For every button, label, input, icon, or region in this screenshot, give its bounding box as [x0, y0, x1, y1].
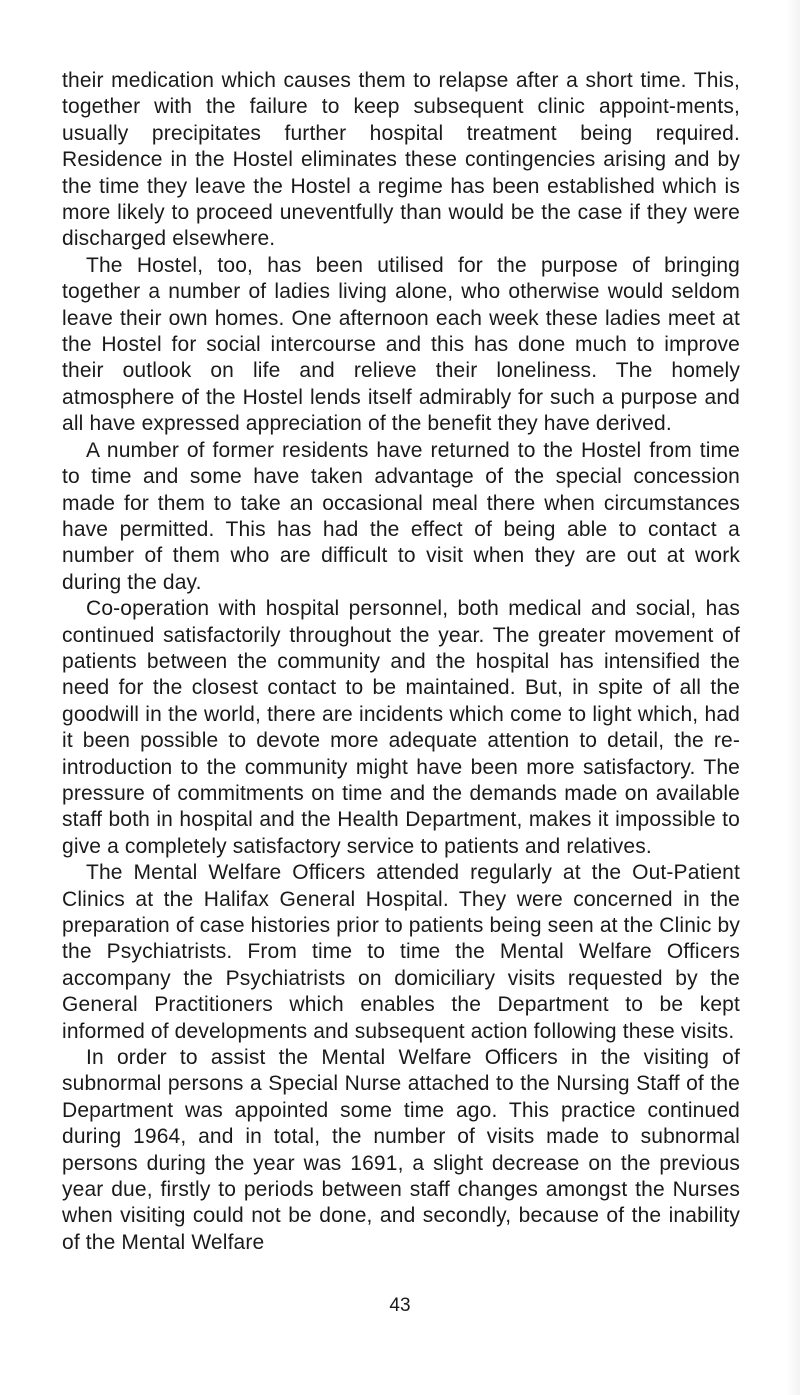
paragraph-subnormal-visits: In order to assist the Mental Welfare Officers in the visiting of subnormal persons a Special Nurse attached to the Nursing Staff of the Department was appointed some time ago. This practice continued during 1964, and in total, the number of visits made to subnormal persons during the year was 1691, a slight decrease on the previous year due, firstly to periods between staff changes amongst the Nurses when visiting could not be done, and secondly, because of the inability of the Mental Welfare	[62, 1046, 740, 1254]
page-number: 43	[389, 1295, 411, 1316]
document-body	[62, 68, 740, 1256]
paragraph-mental-welfare-officers: The Mental Welfare Officers attended regularly at the Out-Patient Clinics at the Halifax General Hospital. They were concerned in the preparation of case histories prior to patients being seen at the Clinic by the Psychiatrists. From time to time the Mental Welfare Officers accompany the Psychiatrists on domiciliary visits requested by the General Practitioners which enables the Department to be kept informed of developments and subsequent action following these visits.	[62, 861, 740, 1043]
paragraph-hospital-cooperation: Co-operation with hospital personnel, both medical and social, has continued satisfactorily throughout the year. The greater movement of patients between the community and the hospital has intensified the need for the closest contact to be maintained. But, in spite of all the goodwill in the world, there are incidents which come to light which, had it been possible to devote more adequate attention to detail, the re-introduction to the community might have been more satisfactory. The pressure of commitments on time and the demands made on available staff both in hospital and the Health Department, makes it impossible to give a completely satisfactory service to patients and relatives.	[62, 597, 740, 858]
paragraph-continued: their medication which causes them to relapse after a short time. This, together with the failure to keep subsequent clinic appoint-ments, usually precipitates further hospital treatment being required. Residence in the Hostel eliminates these contingencies arising and by the time they leave the Hostel a regime has been established which is more likely to proceed uneventfully than would be the case if they were discharged elsewhere.	[62, 69, 740, 251]
paragraph-hostel-ladies: The Hostel, too, has been utilised for the purpose of bringing together a number of ladies living alone, who otherwise would seldom leave their own homes. One afternoon each week these ladies meet at the Hostel for social intercourse and this has done much to improve their outlook on life and relieve their loneliness. The homely atmosphere of the Hostel lends itself admirably for such a purpose and all have expressed appreciation of the benefit they have derived.	[62, 253, 740, 436]
paragraph-former-residents: A number of former residents have returned to the Hostel from time to time and some have taken advantage of the special concession made for them to take an occasional meal there when circumstances have permitted. This has had the effect of being able to contact a number of them who are difficult to visit when they are out at work during the day.	[62, 438, 740, 594]
page-edge-shadow	[786, 0, 800, 1395]
